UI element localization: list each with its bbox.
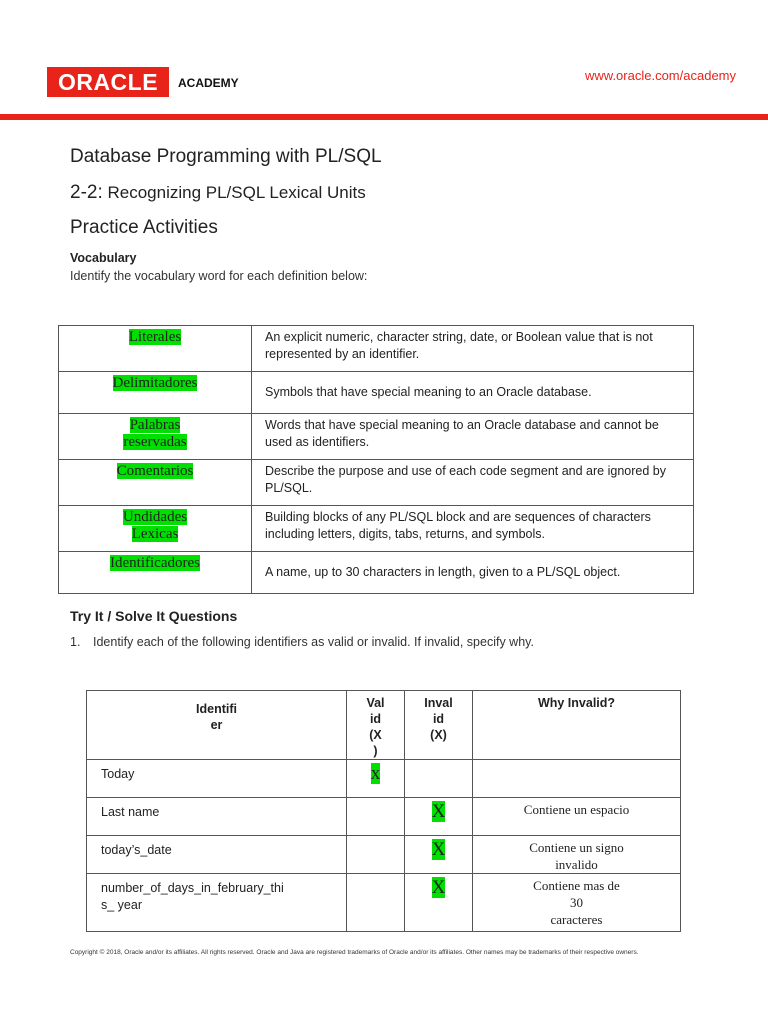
highlighted-term: Palabras bbox=[129, 417, 181, 433]
vocabulary-term bbox=[59, 372, 252, 414]
why-invalid-cell: Contiene un signo invalido bbox=[473, 836, 681, 874]
vocabulary-row bbox=[59, 552, 694, 594]
academy-url-link[interactable]: www.oracle.com/academy bbox=[585, 68, 736, 83]
invalid-cell bbox=[405, 874, 473, 932]
col-header-why-invalid: Why Invalid? bbox=[473, 691, 681, 760]
vocabulary-definition: Symbols that have special meaning to an Oracle database. bbox=[252, 372, 694, 414]
highlighted-term: Lexicas bbox=[131, 526, 179, 542]
identifier-name: Today bbox=[87, 760, 347, 798]
why-invalid-cell bbox=[473, 760, 681, 798]
course-title: Database Programming with PL/SQL bbox=[70, 146, 382, 167]
identifier-name: Last name bbox=[87, 798, 347, 836]
vocabulary-term bbox=[59, 414, 252, 460]
oracle-logo: ORACLE bbox=[47, 67, 169, 97]
invalid-cell bbox=[405, 798, 473, 836]
identifier-row bbox=[87, 874, 681, 932]
identifier-name: number_of_days_in_february_thi s_ year bbox=[87, 874, 347, 932]
why-invalid-cell: Contiene mas de 30 caracteres bbox=[473, 874, 681, 932]
vocabulary-term bbox=[59, 460, 252, 506]
vocabulary-definition: Describe the purpose and use of each code segment and are ignored by PL/SQL. bbox=[252, 460, 694, 506]
question-1: 1. Identify each of the following identifiers as valid or invalid. If invalid, specify why. bbox=[70, 635, 534, 649]
vocabulary-term bbox=[59, 506, 252, 552]
col-header-identifier: Identifi er bbox=[87, 691, 347, 760]
vocabulary-definition: A name, up to 30 characters in length, given to a PL/SQL object. bbox=[252, 552, 694, 594]
col-header-invalid: Inval id (X) bbox=[405, 691, 473, 760]
vocabulary-instruction: Identify the vocabulary word for each definition below: bbox=[70, 269, 368, 283]
identifier-row bbox=[87, 836, 681, 874]
why-invalid-cell: Contiene un espacio bbox=[473, 798, 681, 836]
vocabulary-row bbox=[59, 506, 694, 552]
invalid-cell bbox=[405, 836, 473, 874]
highlighted-term: reservadas bbox=[123, 434, 187, 450]
highlighted-term: Delimitadores bbox=[112, 375, 198, 391]
vocabulary-row bbox=[59, 460, 694, 506]
identifier-row bbox=[87, 760, 681, 798]
page-header bbox=[0, 0, 768, 120]
x-mark: X bbox=[431, 877, 446, 898]
identifier-name: today’s_date bbox=[87, 836, 347, 874]
vocabulary-heading: Vocabulary bbox=[70, 251, 137, 265]
invalid-cell bbox=[405, 760, 473, 798]
vocabulary-term bbox=[59, 326, 252, 372]
identifier-row bbox=[87, 798, 681, 836]
x-mark: x bbox=[370, 763, 381, 784]
copyright-footer: Copyright © 2018, Oracle and/or its affiliates. All rights reserved. Oracle and Java are registered trademarks of Oracle and/or its affiliates. Other names may be trademarks of their respective owners. bbox=[70, 949, 639, 956]
vocabulary-table bbox=[58, 325, 694, 594]
questions-heading: Try It / Solve It Questions bbox=[70, 608, 238, 624]
highlighted-term: Literales bbox=[128, 329, 182, 345]
vocabulary-row bbox=[59, 414, 694, 460]
valid-cell bbox=[347, 836, 405, 874]
valid-cell bbox=[347, 798, 405, 836]
valid-cell bbox=[347, 760, 405, 798]
x-mark: X bbox=[431, 801, 446, 822]
highlighted-term: Comentarios bbox=[116, 463, 194, 479]
vocabulary-row bbox=[59, 326, 694, 372]
section-title: Practice Activities bbox=[70, 217, 218, 238]
identifier-table bbox=[86, 690, 681, 932]
lesson-title: 2-2: Recognizing PL/SQL Lexical Units bbox=[70, 182, 366, 203]
vocabulary-definition: An explicit numeric, character string, date, or Boolean value that is not represented by an identifier. bbox=[252, 326, 694, 372]
vocabulary-row bbox=[59, 372, 694, 414]
col-header-valid: Val id (X ) bbox=[347, 691, 405, 760]
x-mark: X bbox=[431, 839, 446, 860]
vocabulary-definition: Words that have special meaning to an Oracle database and cannot be used as identifiers. bbox=[252, 414, 694, 460]
academy-label: ACADEMY bbox=[178, 76, 239, 90]
vocabulary-term bbox=[59, 552, 252, 594]
header-divider bbox=[0, 114, 768, 120]
vocabulary-definition: Building blocks of any PL/SQL block and are sequences of characters including letters, digits, tabs, returns, and symbols. bbox=[252, 506, 694, 552]
highlighted-term: Identificadores bbox=[110, 555, 200, 571]
highlighted-term: Undidades bbox=[122, 509, 188, 525]
valid-cell bbox=[347, 874, 405, 932]
